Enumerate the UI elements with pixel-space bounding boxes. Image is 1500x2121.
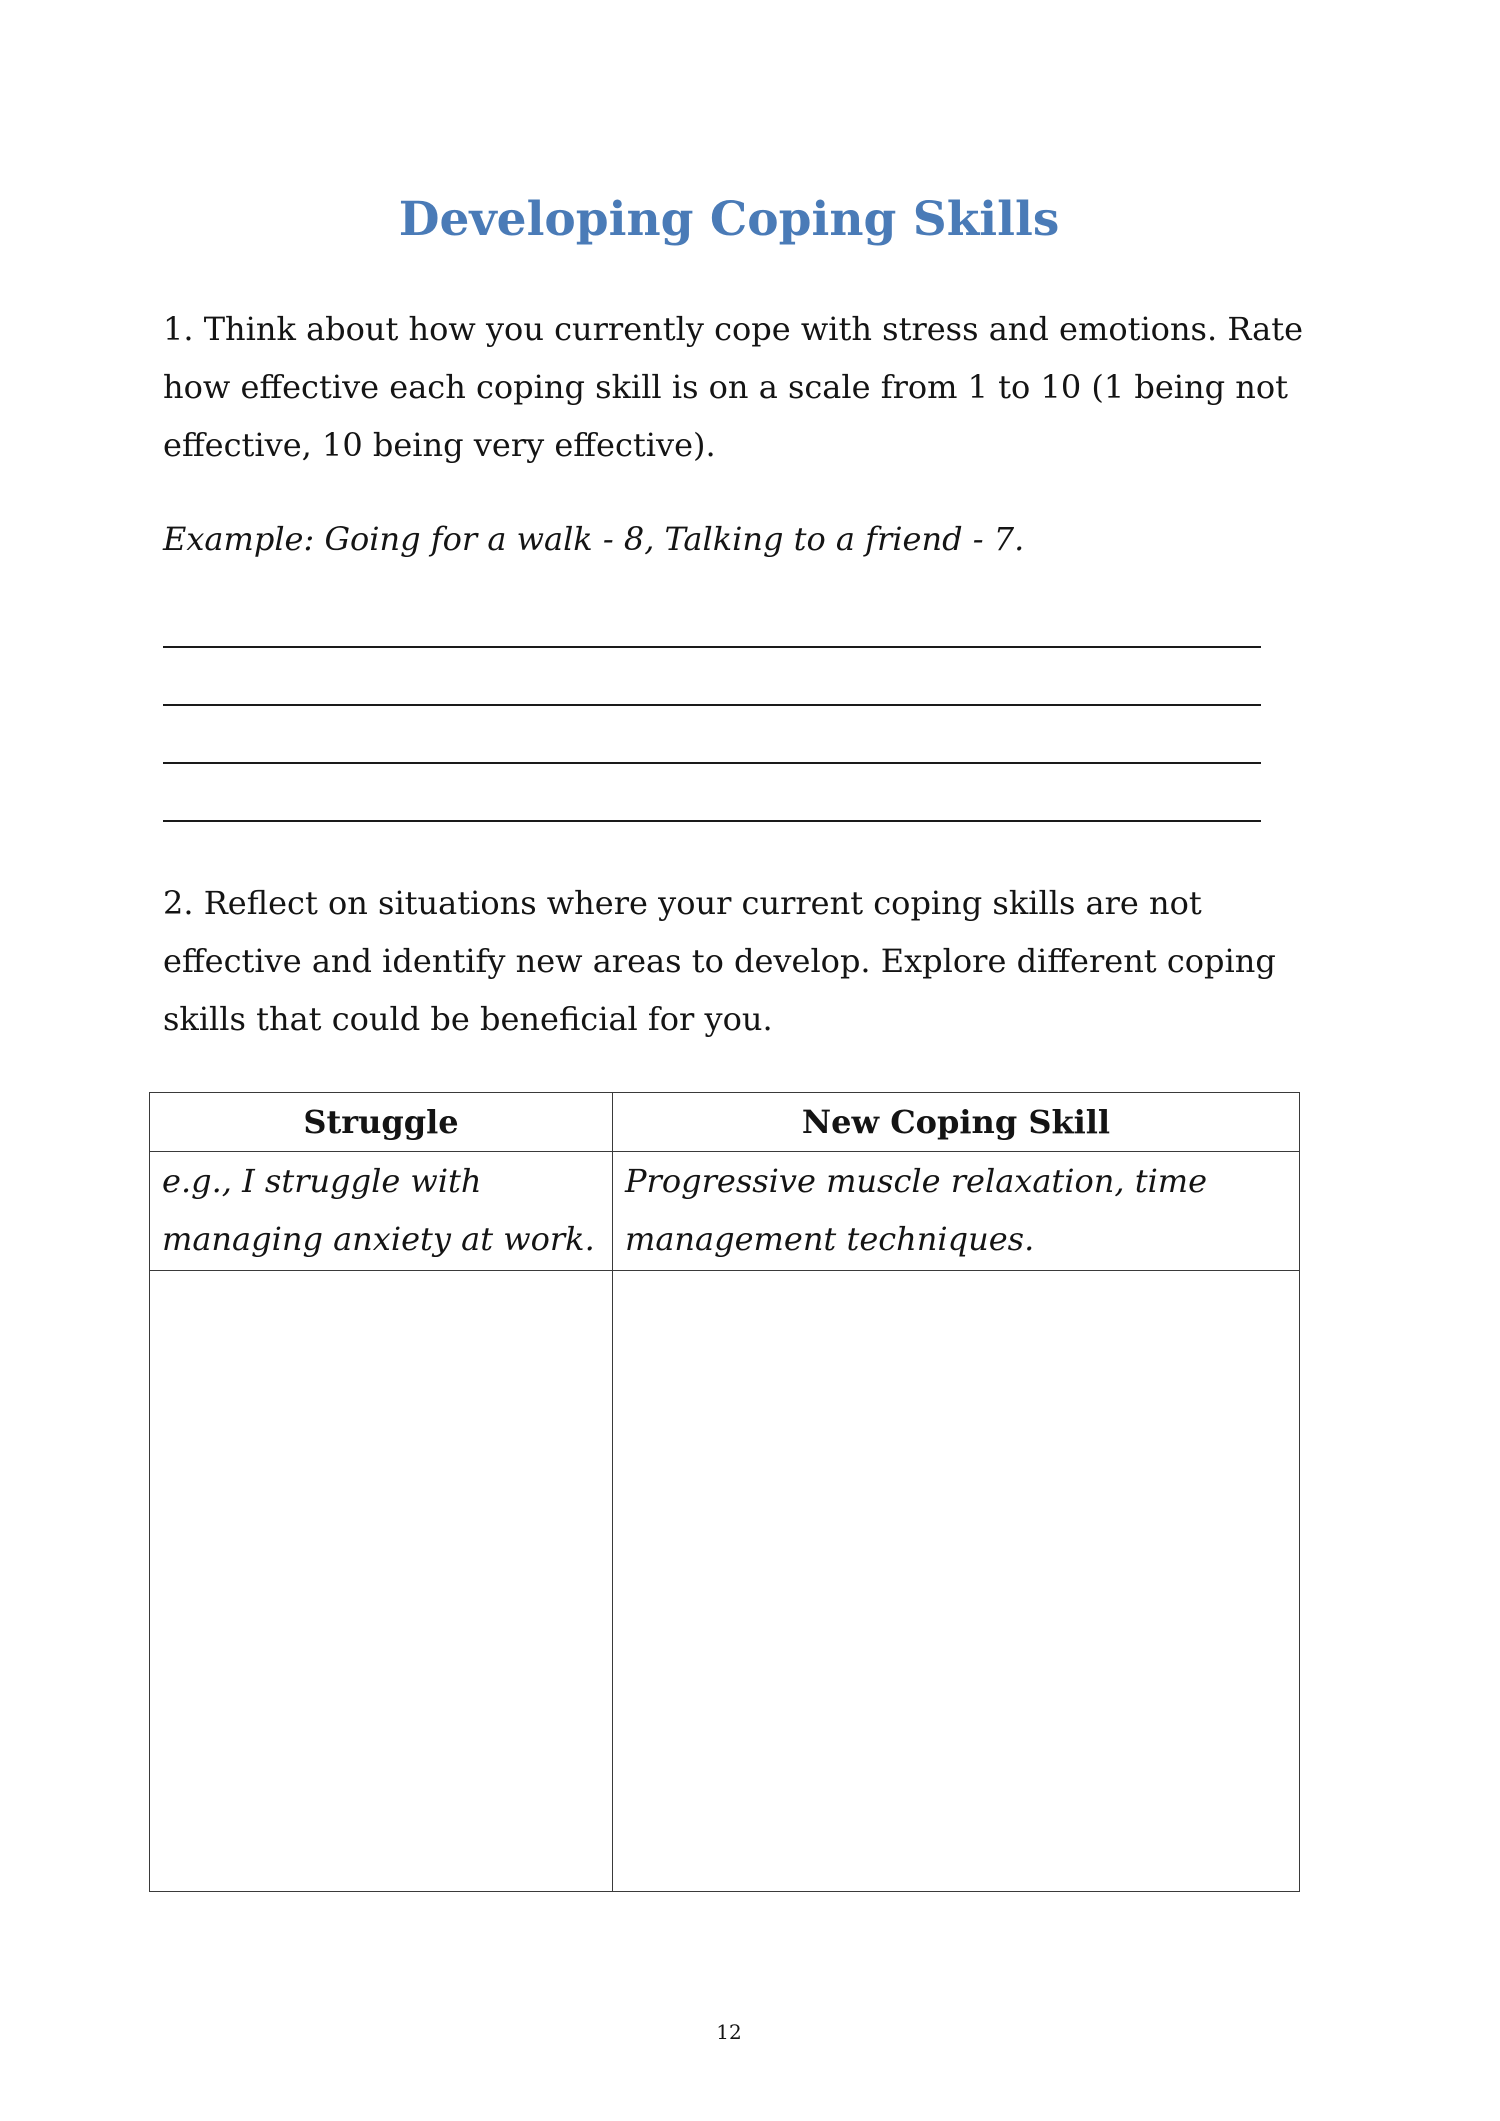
table-row-blank xyxy=(150,1271,1300,1892)
page-title: Developing Coping Skills xyxy=(398,192,1060,247)
skill-answer-cell[interactable] xyxy=(613,1271,1300,1892)
coping-skills-table xyxy=(149,1092,1300,1892)
question-1-example: Example: Going for a walk - 8, Talking to a friend - 7. xyxy=(163,520,1025,558)
answer-line[interactable] xyxy=(163,704,1261,706)
answer-line[interactable] xyxy=(163,762,1261,764)
page-number: 12 xyxy=(716,2020,742,2044)
question-1-text: 1. Think about how you currently cope with stress and emotions. Rate how effective each coping skill is on a scale from 1 to 10 (1 being not effective, 10 being very effective). xyxy=(163,310,1304,464)
header-new-coping-skill: New Coping Skill xyxy=(613,1093,1300,1152)
question-2-text: 2. Reflect on situations where your current coping skills are not effective and identify new areas to develop. Explore different coping skills that could be beneficial for you. xyxy=(163,884,1276,1038)
header-struggle: Struggle xyxy=(150,1093,613,1152)
answer-line[interactable] xyxy=(163,646,1261,648)
table-row-example xyxy=(150,1152,1300,1271)
example-skill-cell: Progressive muscle relaxation, time management techniques. xyxy=(613,1152,1300,1271)
answer-line[interactable] xyxy=(163,820,1261,822)
struggle-answer-cell[interactable] xyxy=(150,1271,613,1892)
example-struggle-cell: e.g., I struggle with managing anxiety at work. xyxy=(150,1152,613,1271)
table-header-row xyxy=(150,1093,1300,1152)
